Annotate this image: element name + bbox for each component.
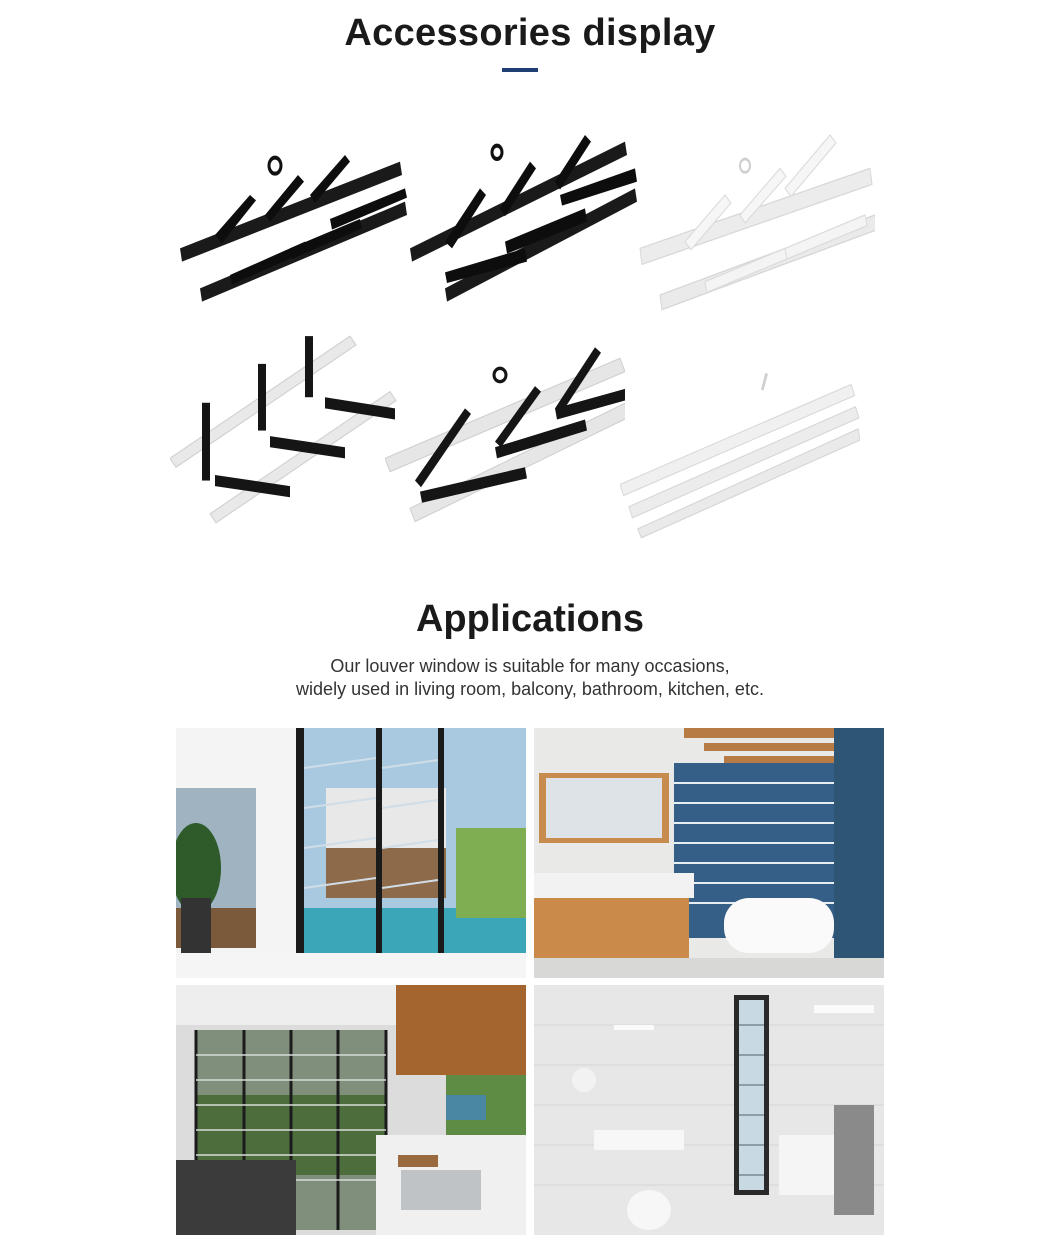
application-photo-bathroom-narrow	[534, 985, 884, 1235]
accessory-image-2	[405, 115, 645, 315]
application-photo-living-room	[176, 728, 526, 978]
accessory-image-3	[635, 115, 875, 315]
accessory-image-5	[385, 325, 625, 525]
accessory-image-6	[620, 340, 860, 540]
application-photo-kitchen	[176, 985, 526, 1235]
title-underline	[502, 68, 538, 72]
accessory-image-1	[170, 115, 410, 315]
accessory-image-4	[170, 325, 410, 525]
applications-subtitle-line1: Our louver window is suitable for many occasions,	[330, 656, 730, 676]
accessories-title: Accessories display	[344, 12, 716, 54]
applications-subtitle-line2: widely used in living room, balcony, bathroom, kitchen, etc.	[296, 679, 764, 699]
application-photo-bathroom	[534, 728, 884, 978]
applications-title: Applications	[415, 598, 645, 640]
